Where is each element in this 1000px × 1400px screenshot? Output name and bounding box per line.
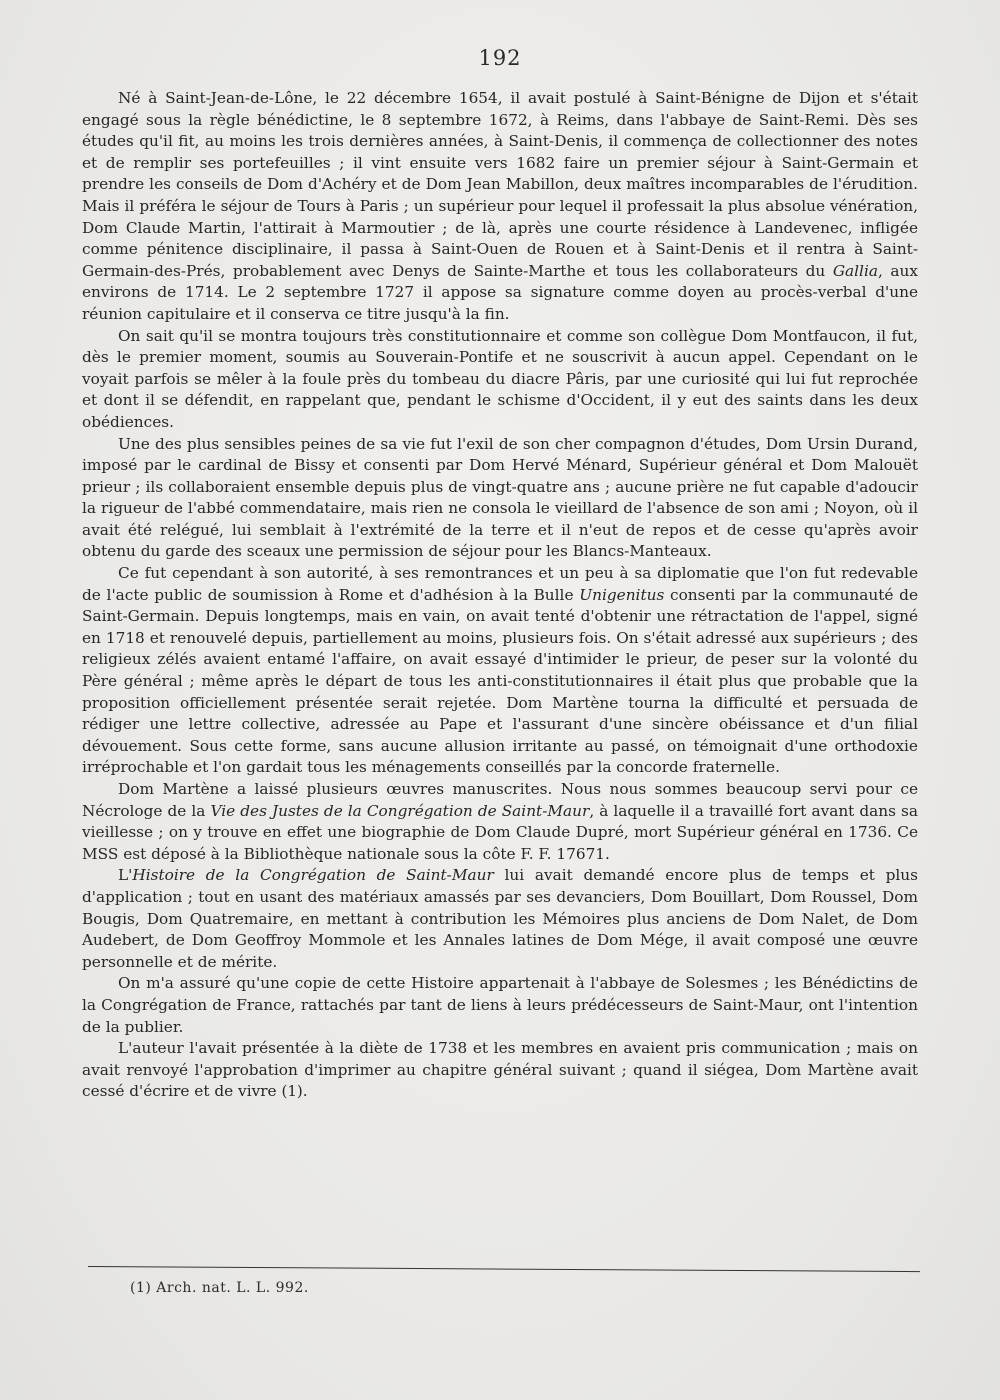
text-segment: Ce fut cependant à son autorité, à ses remontrances et un peu à sa diplomatie que l'on fut redevable de l'acte public de soumission à Rome et d'adhésion à la Bulle <box>82 564 918 604</box>
paragraph <box>82 563 918 779</box>
paragraph <box>82 973 918 1038</box>
paragraph <box>82 1038 918 1103</box>
text-segment: , à laquelle il a travaillé fort avant dans sa vieillesse ; on y trouve en effet une biographie de Dom Claude Dupré, mort Supérieur général en 1736. Ce MSS est déposé à la Bibliothèque nationale sous la côte F. F. 17671. <box>82 801 918 863</box>
italic-title: Vie des Justes de la Congrégation de Saint-Maur <box>210 801 590 820</box>
text-segment: consenti par la communauté de Saint-Germain. Depuis longtemps, mais en vain, on avait tenté d'obtenir une rétractation de l'appel, signé en 1718 et renouvelé depuis, partiellement au moins, plusieurs fois. On s'était adressé aux supérieurs ; des religieux zélés avaient entamé l'affaire, on avait essayé d'intimider le prieur, de peser sur la volonté du Père général ; même après le départ de tous les anti-constitutionnaires il était plus que probable que la proposition officiellement présentée serait rejetée. Dom Martène tourna la difficulté et persuada de rédiger une lettre collective, adressée au Pape et l'assurant d'une sincère obéissance et d'un filial dévouement. Sous cette forme, sans aucune allusion irritante au passé, on témoignait d'une orthodoxie irréprochable et l'on gardait tous les ménagements conseillés par la concorde fraternelle. <box>82 585 919 777</box>
footnote-reference: (1) <box>281 1082 303 1101</box>
italic-title: Gallia <box>832 261 878 280</box>
page-number: 192 <box>478 46 522 70</box>
text-segment: Dom Martène a laissé plusieurs œuvres manuscrites. Nous nous sommes beaucoup servi pour ce Nécrologe de la <box>82 780 918 820</box>
text-segment: , aux environs de 1714. Le 2 septembre 1727 il appose sa signature comme doyen au procès-verbal d'une réunion capitulaire et il conserva ce titre jusqu'à la fin. <box>82 261 918 323</box>
text-segment: . <box>302 1082 308 1101</box>
italic-title: Histoire de la Congrégation de Saint-Maur <box>132 866 494 885</box>
paragraph <box>82 865 918 973</box>
paragraph <box>82 779 918 865</box>
text-segment: On m'a assuré qu'une copie de cette Histoire appartenait à l'abbaye de Solesmes ; les Bénédictins de la Congrégation de France, rattachés par tant de liens à leurs prédécesseurs de Saint-Maur, ont l'intention de la publier. <box>82 974 918 1036</box>
text-segment: Né à Saint-Jean-de-Lône, le 22 décembre 1654, il avait postulé à Saint-Bénigne de Dijon et s'était engagé sous la règle bénédictine, le 8 septembre 1672, à Reims, dans l'abbaye de Saint-Remi. Dès ses études qu'il fit, au moins les trois dernières années, à Saint-Denis, il commença de collectionner des notes et de remplir ses portefeuilles ; il vint ensuite vers 1682 faire un premier séjour à Saint-Germain et prendre les conseils de Dom d'Achéry et de Dom Jean Mabillon, deux maîtres incomparables de l'érudition. Mais il préféra le séjour de Tours à Paris ; un supérieur pour lequel il professait la plus absolue vénération, Dom Claude Martin, l'attirait à Marmoutier ; de là, après une courte résidence à Landevenec, infligée comme pénitence disciplinaire, il passa à Saint-Ouen de Rouen et à Saint-Denis et il rentra à Saint-Germain-des-Prés, probablement avec Denys de Sainte-Marthe et tous les collaborateurs du <box>82 89 918 280</box>
paragraph <box>82 434 918 564</box>
text-segment: lui avait demandé encore plus de temps et plus d'application ; tout en usant des matériaux amassés par ses devanciers, Dom Bouillart, Dom Roussel, Dom Bougis, Dom Quatremaire, en mettant à contribution les Mémoires plus anciens de Dom Nalet, de Dom Audebert, de Dom Geoffroy Mommole et les Annales latines de Dom Mége, il avait composé une œuvre personnelle et de mérite. <box>82 866 918 971</box>
body-text <box>82 88 918 1103</box>
text-segment: L'auteur l'avait présentée à la diète de 1738 et les membres en avaient pris communication ; mais on avait renvoyé l'approbation d'imprimer au chapitre général suivant ; quand il siégea, Dom Martène avait cessé d'écrire et de vivre <box>82 1039 918 1101</box>
paragraph <box>82 326 918 434</box>
italic-title: Unigenitus <box>579 585 665 604</box>
text-segment: Une des plus sensibles peines de sa vie fut l'exil de son cher compagnon d'études, Dom Ursin Durand, imposé par le cardinal de Bissy et consenti par Dom Hervé Ménard, Supérieur général et Dom Malouët prieur ; ils collaboraient ensemble depuis plus de vingt-quatre ans ; aucune prière ne fut capable d'adoucir la rigueur de l'abbé commendataire, mais rien ne consola le vieillard de l'absence de son ami ; Noyon, où il avait été relégué, lui semblait à l'extrémité de la terre et il n'eut de repos et de cesse qu'après avoir obtenu du garde des sceaux une permission de séjour pour les Blancs-Manteaux. <box>82 434 918 561</box>
paragraph <box>82 88 918 326</box>
footnote-divider <box>88 1266 920 1272</box>
footnote: (1) Arch. nat. L. L. 992. <box>130 1280 309 1296</box>
text-segment: On sait qu'il se montra toujours très constitutionnaire et comme son collègue Dom Montfaucon, il fut, dès le premier moment, soumis au Souverain-Pontife et ne souscrivit à aucun appel. Cependant on le voyait parfois se mêler à la foule près du tombeau du diacre Pâris, par une curiosité qui lui fut reprochée et dont il se défendit, en rappelant que, pendant le schisme d'Occident, il y eut des saints dans les deux obédiences. <box>82 326 918 431</box>
text-segment: L' <box>118 866 133 885</box>
